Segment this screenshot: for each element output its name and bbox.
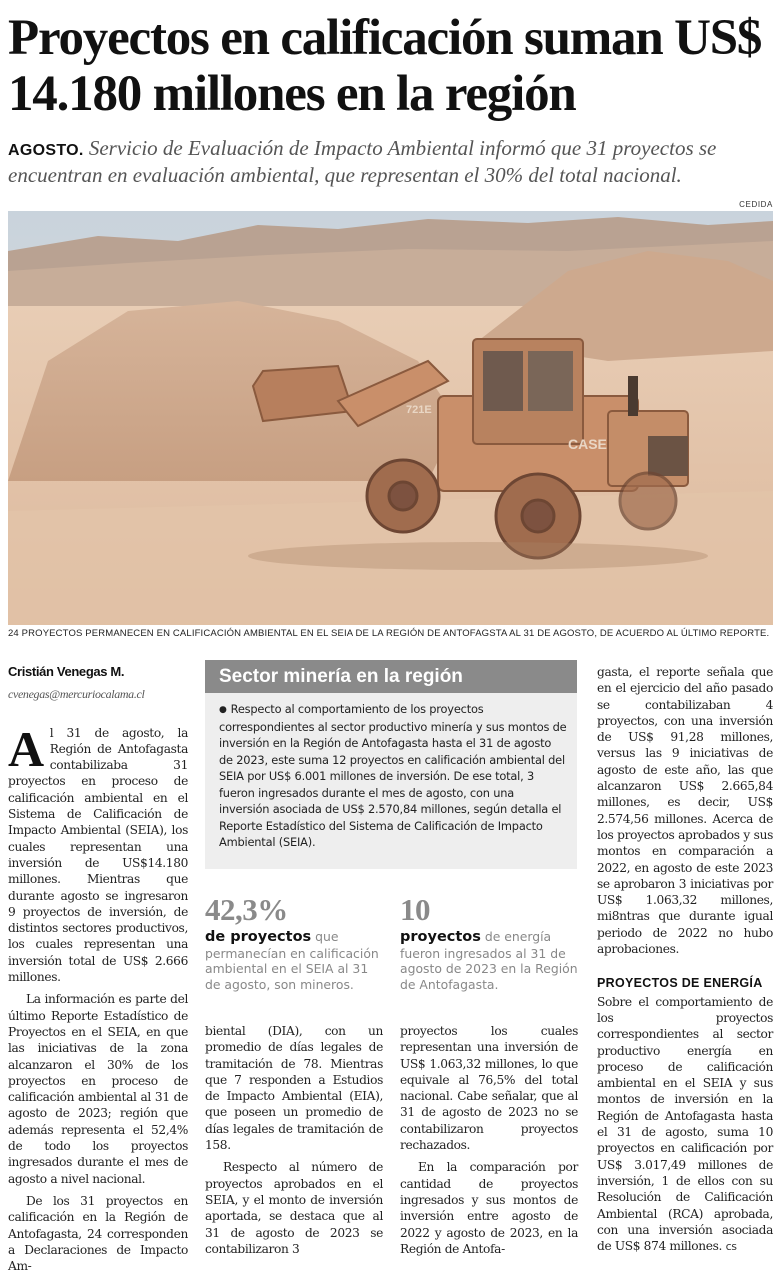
body-paragraph: biental (DIA), con un promedio de días legales de tramitación de 78. Mientras que 7 responden a Estudios de Impacto Ambiental (EIA), que poseen un promedio de días legales de tramitación de 158.: [205, 1024, 383, 1153]
photo-credit: CEDIDA: [739, 200, 773, 209]
author-email: cvenegas@mercuriocalama.cl: [8, 687, 145, 702]
body-paragraph: Al 31 de agosto, la Región de Antofagasta contabilizaba 31 proyectos en proceso de calificación ambiental en el Sistema de Calificación de Impacto Ambiental (SEIA), los cuales representan una inversión de US$14.180 millones. Mientras que durante agosto se ingresaron 9 proyectos de inversión, de distintos sectores productivos, los cuales representan una inversión total de US$ 2.666 millones.: [8, 720, 188, 985]
article-column-4: [597, 664, 773, 1255]
stat-strong: proyectos: [400, 929, 481, 945]
stat-text: de energía fueron ingresados al 31 de agosto de 2023 en la Región de Antofagasta.: [400, 929, 578, 992]
stat-energy: [400, 893, 580, 992]
body-paragraph: Sobre el comportamiento de los proyectos correspondientes al sector productivo energía en proceso de calificación ambiental en el SEIA y sus montos de inversión en la Región de Antofagasta hasta el 31 de agosto, suma 10 proyectos en calificación por US$ 3.017,49 millones de inversión, 1 de ellos con su Resolución de Calificación Ambiental (RCA) aprobada, con una inversión asociada de US$ 874 millones. cs: [597, 994, 773, 1254]
body-paragraph: proyectos los cuales representan una inversión de US$ 1.063,32 millones, lo que equivale al 76,5% del total nacional. Cabe señalar, que al 31 de agosto de 2023 no se contabilizaron proyectos rechazados.: [400, 1024, 578, 1153]
article-column-2: [205, 1023, 383, 1257]
section-subhead: PROYECTOS DE ENERGÍA: [597, 976, 763, 991]
lead-text: Servicio de Evaluación de Impacto Ambiental informó que 31 proyectos se encuentran en evaluación ambiental, que representan el 30% del total nacional.: [8, 136, 717, 187]
stat-mining: [205, 893, 385, 992]
news-photo: [8, 211, 773, 625]
loader-model: 721E: [406, 404, 432, 416]
sidebar-box: [205, 693, 577, 869]
stat-strong: de proyectos: [205, 929, 312, 945]
headline: Proyectos en calificación suman US$ 14.180 millones en la región: [8, 10, 762, 122]
sidebar-text: Respecto al comportamiento de los proyectos correspondientes al sector productivo minería y sus montos de inversión en la Región de Antofagasta hasta el 31 de agosto de 2023, este suma 12 proyectos en calificación ambiental del SEIA por US$ 6.001 millones de inversión. De ese total, 3 fueron ingresados durante el mes de agosto, con una inversión asociada de US$ 2.570,84 millones, según detalla el Reporte Estadístico del Sistema de Calificación de Impacto Ambiental (SEIA).: [219, 702, 567, 849]
article-column-1: [8, 664, 188, 1274]
stat-text: que permanecían en calificación ambiental en el SEIA al 31 de agosto, son mineros.: [205, 929, 379, 992]
body-paragraph: La información es parte del último Reporte Estadístico de Proyectos en el SEIA, en que las iniciativas de la zona alcanzaron el 30% de los proyectos en proceso de calificación ambiental al 31 de agosto de 2023; región que además representa el 52,4% de todo los proyectos ingresados durante el mes de agosto a nivel nacional.: [8, 992, 188, 1186]
stat-value: 10: [400, 892, 430, 927]
lead-kicker: AGOSTO.: [8, 142, 84, 159]
article-column-3: [400, 1023, 578, 1257]
bullet-icon: ●: [219, 705, 227, 715]
loader-brand: CASE: [568, 436, 607, 452]
photo-caption: 24 PROYECTOS PERMANECEN EN CALIFICACIÓN AMBIENTAL EN EL SEIA DE LA REGIÓN DE ANTOFAGSTA AL 31 DE AGOSTO, DE ACUERDO AL ÚLTIMO REPORTE.: [8, 628, 770, 639]
sidebar-title: Sector minería en la región: [205, 660, 577, 693]
lead-paragraph: [8, 136, 773, 188]
end-mark: cs: [725, 1240, 737, 1254]
body-paragraph: En la comparación por cantidad de proyectos ingresados y sus montos de inversión entre agosto de 2022 y agosto de 2023, en la Región de Antofa-: [400, 1160, 578, 1256]
body-paragraph: Respecto al número de proyectos aprobados en el SEIA, y el monto de inversión aportada, se destaca que al 31 de agosto de 2023 se contabilizaron 3: [205, 1160, 383, 1256]
body-paragraph: gasta, el reporte señala que en el ejercicio del año pasado se contabilizaban 4 proyectos, con una inversión de US$ 91,28 millones, versus las 9 iniciativas de agosto de este año, las que alcanzaron US$ 2.665,84 millones, es decir, US$ 2.574,56 millones. Acerca de los proyectos aprobados y sus montos en comparación a 2022, en agosto de este 2023 se aprobaron 3 iniciativas por US$ 1.063,32 millones, mi8ntras que durante igual periodo de 2022 no hubo aprobaciones.: [597, 665, 773, 957]
author-name: Cristián Venegas M.: [8, 664, 125, 679]
loader-illustration: [8, 211, 773, 625]
drop-cap: A: [8, 720, 44, 777]
stat-value: 42,3%: [205, 892, 288, 927]
body-paragraph: De los 31 proyectos en calificación en la Región de Antofagasta, 24 corresponden a Declaraciones de Impacto Am-: [8, 1193, 188, 1274]
